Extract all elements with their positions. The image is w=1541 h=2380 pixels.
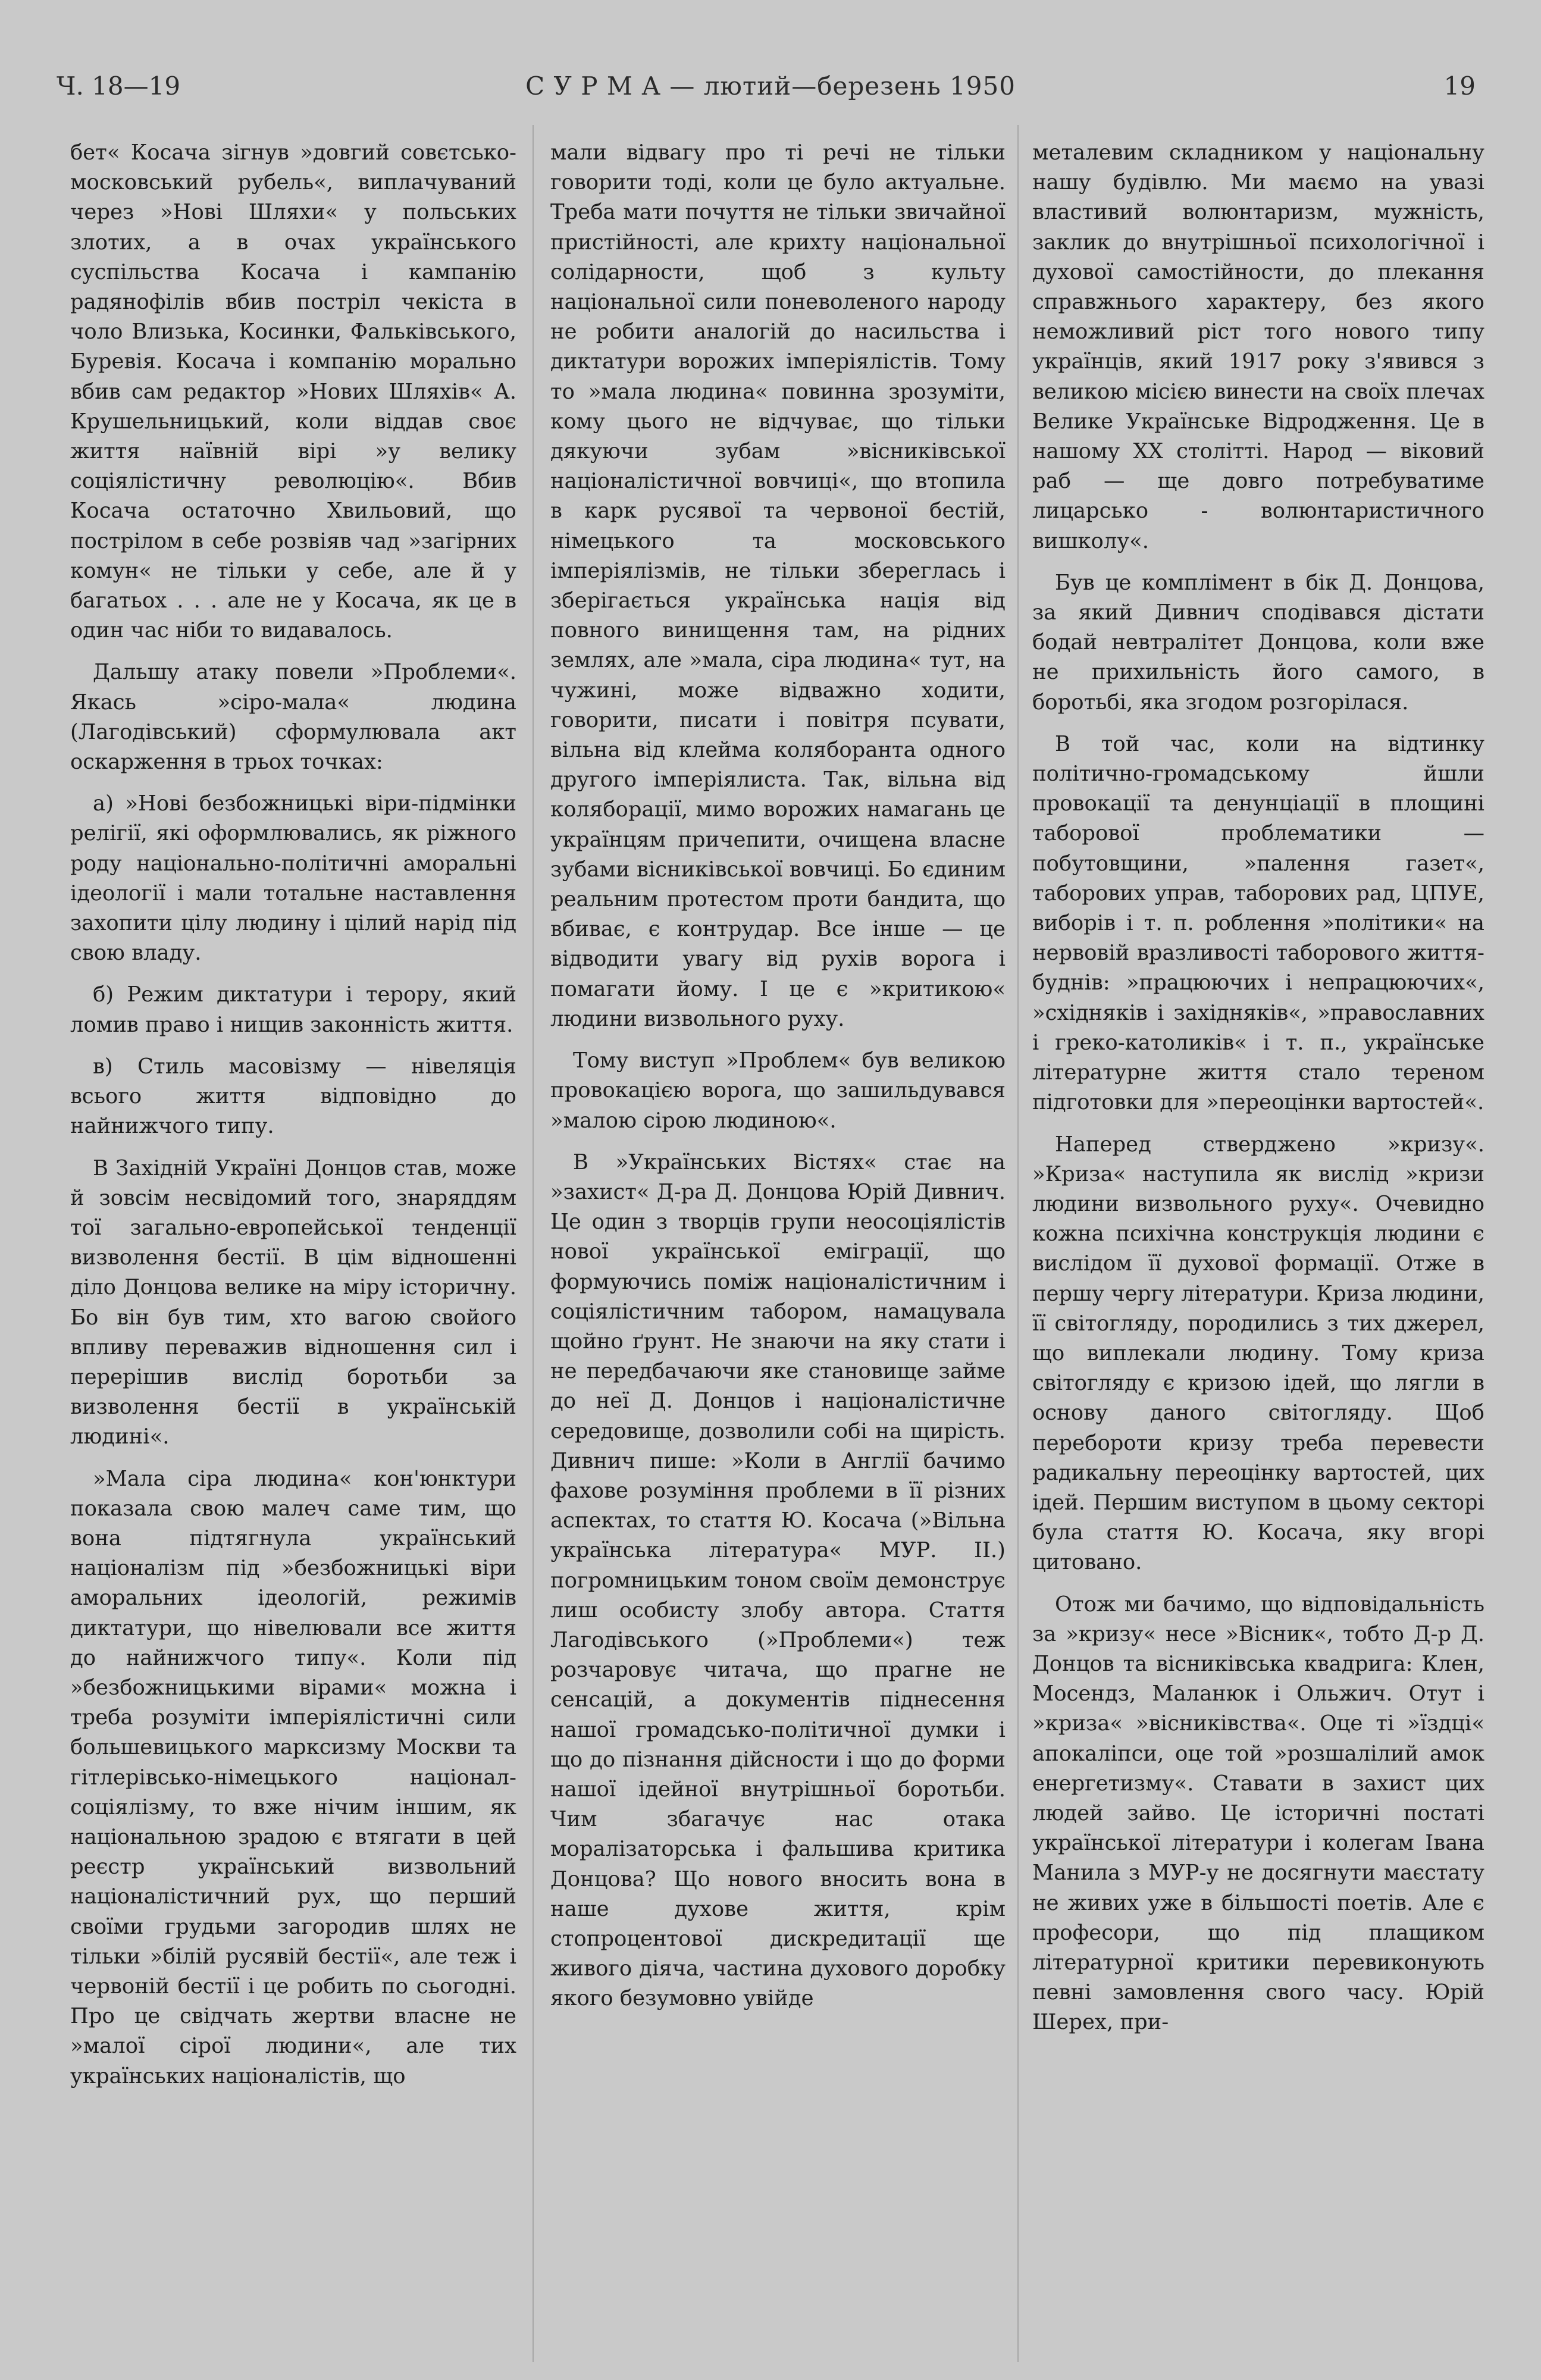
paragraph: Наперед стверджено »кризу«. »Криза« наступила як вислід »кризи людини визвольного руху«. Очевидно кожна психічна конструкція людини є вислідом її духової формації. Отже в першу чергу літератури. Криза людини, її світогляду, породились з тих джерел, що виплекали людину. Тому криза світогляду є кризою ідей, що лягли в основу даного світогляду. Щоб перебороти кризу треба перевести радикальну переоцінку вартостей, цих ідей. Першим виступом в цьому секторі була стаття Ю. Косача, яку вгорі цитовано. <box>1032 1132 1484 1575</box>
list-item: в) Стиль масовізму — нівеляція всього життя відповідно до найнижчого типу. <box>70 1054 516 1139</box>
text-column-2 <box>550 138 1006 2363</box>
paragraph: металевим складником у національну нашу будівлю. Ми маємо на увазі властивий волюнтаризм, мужність, заклик до внутрішньої психологічної і духової самостійности, до плекання справжнього характеру, без якого неможливий ріст того нового типу українців, який 1917 року з'явився з великою місією винести на своїх плечах Велике Українське Відродження. Це в нашому ХХ столітті. Народ — віковий раб — ще довго потребуватиме лицарсько - волюнтаристичного вишколу«. <box>1032 140 1484 553</box>
column-divider <box>533 125 534 2362</box>
paragraph: В »Українських Вістях« стає на »захист« Д-ра Д. Донцова Юрій Дивнич. Це один з творців групи неосоціялістів нової української еміграції, що формуючись поміж націоналістичним і соціялістичним табором, намацувала щойно ґрунт. Не знаючи на яку стати і не передбачаючи яке становище займе до неї Д. Донцов і націоналістичне середовище, дозволили собі на щирість. Дивнич пише: »Коли в Англії бачимо фахове розуміння проблеми в її різних аспектах, то стаття Ю. Косача (»Вільна українська література« МУР. II.) погромницьким тоном своїм демонструє лиш особисту злобу автора. Стаття Лагодівського (»Проблеми«) теж розчаровує читача, що прагне не сенсацій, а документів піднесення нашої громадсько-політичної думки і що до пізнання дійсности і що до форми нашої ідейної внутрішньої боротьби. Чим збагачує нас отака моралізаторська і фальшива критика Донцова? Що нового вносить вона в наше духове життя, крім стопроцентової дискредитації ще живого діяча, частина духового доробку якого безумовно увійде <box>550 1150 1006 2011</box>
journal-title: С У Р М А — лютий—березень 1950 <box>525 71 1016 101</box>
paragraph: »Мала сіра людина« кон'юнктури показала свою малеч саме тим, що вона підтягнула український націоналізм під »безбожницькі віри аморальних ідеологій, режимів диктатури, що нівелювали все життя до найнижчого типу«. Коли під »безбожницькими вірами« можна і треба розуміти імперіялістичні сили большевицького марксизму Москви та гітлерівсько-німецького націонал-соціялізму, то вже нічим іншим, як національною зрадою є втягати в цей реєстр український визвольний націоналістичний рух, що перший своїми грудьми загородив шлях не тільки »білій русявій бестії«, але теж і червоній бестії і це робить по сьогодні. Про це свідчать жертви власне не »малої сірої людини«, але тих українських націоналістів, що <box>70 1466 516 2088</box>
text-column-1 <box>70 138 516 2363</box>
page-number: 19 <box>1443 71 1476 101</box>
issue-number: Ч. 18—19 <box>57 71 181 101</box>
list-item: б) Режим диктатури і терору, який ломив право і нищив законність життя. <box>70 982 516 1037</box>
paragraph: Дальшу атаку повели »Проблеми«. Якась »сіро-мала« людина (Лагодівський) сформулювала акт оскарження в трьох точках: <box>70 660 516 775</box>
paragraph: В Західній Україні Донцов став, може й зовсім несвідомий того, знаряддям тої загально-европейської тенденції визволення бестії. В цім відношенні діло Донцова велике на міру історичну. Бо він був тим, хто вагою свойого впливу переважив відношення сил і перерішив вислід боротьби за визволення бестії в українській людині«. <box>70 1155 516 1449</box>
paragraph: бет« Косача зігнув »довгий совєтсько-московський рубель«, виплачуваний через »Нові Шляхи« у польських злотих, а в очах українського суспільства Косача і кампанію радянофілів вбив постріл чекіста в чоло Влизька, Косинки, Фальківського, Буревія. Косача і компанію морально вбив сам редактор »Нових Шляхів« А. Крушельницький, коли віддав своє життя наївній вірі »у велику соціялістичну революцію«. Вбив Косача остаточно Хвильовий, що пострілом в себе розвіяв чад »загірних комун« не тільки у себе, але й у багатьох . . . але не у Косача, як це в один час ніби то видавалось. <box>70 140 516 643</box>
list-item: а) »Нові безбожницькі віри-підмінки релігії, які оформлювались, як ріжного роду національно-політичні аморальні ідеології і мали тотальне наставлення захопити цілу людину і цілий нарід під свою владу. <box>70 791 516 966</box>
paragraph: В той час, коли на відтинку політично-громадському йшли провокації та денунціації в площині таборової проблематики — побутовщини, »палення газет«, таборових управ, таборових рад, ЦПУЕ, виборів і т. п. роблення »політики« на нервовій вразливості таборового життя-буднів: »працюючих і непрацюючих«, »східняків і західняків«, »православних і греко-католиків« і т. п., українське літературне життя стало тереном підготовки для »переоцінки вартостей«. <box>1032 731 1484 1115</box>
paragraph: Отож ми бачимо, що відповідальність за »кризу« несе »Вісник«, тобто Д-р Д. Донцов та вісниківська квадрига: Клен, Мосендз, Маланюк і Ольжич. Отут і »криза« »вісниківства«. Оце ті »їздці« апокаліпси, оце той »розшалілий амок енергетизму«. Ставати в захист цих людей зайво. Це історичні постаті української літератури і колегам Івана Манила з МУР-у не досягнути маєстату не живих уже в більшості поетів. Але є професори, що під плащиком літературної критики перевиконують певні замовлення свого часу. Юрій Шерех, при- <box>1032 1592 1484 2035</box>
running-header <box>0 60 1541 113</box>
text-column-3 <box>1032 138 1484 2363</box>
paragraph: Тому виступ »Проблем« був великою провокацією ворога, що зашильдувався »малою сірою людиною«. <box>550 1048 1006 1133</box>
column-divider <box>1017 125 1019 2362</box>
paragraph: Був це комплімент в бік Д. Донцова, за який Дивнич сподівався дістати бодай невтралітет Донцова, коли вже не прихильність його самого, в боротьбі, яка згодом розгорілася. <box>1032 570 1484 715</box>
paragraph: мали відвагу про ті речі не тільки говорити тоді, коли це було актуальне. Треба мати почуття не тільки звичайної пристійності, але крихту національної солідарности, щоб з культу національної сили поневоленого народу не робити аналогій до насильства і диктатури ворожих імперіялістів. Тому то »мала людина« повинна зрозуміти, кому цього не відчуває, що тільки дякуючи зубам »вісниківської націоналістичної вовчиці«, що втопила в карк русявої та червоної бестій, німецького та московського імперіялізмів, не тільки збереглась і зберігається українська нація від повного винищення там, на рідних землях, але »мала, сіра людина« тут, на чужині, може відважно ходити, говорити, писати і повітря псувати, вільна від клейма коляборанта одного другого імперіялиста. Так, вільна від коляборації, мимо ворожих намагань це українцям причепити, очищена власне зубами вісниківської вовчиці. Бо єдиним реальним протестом проти бандита, що вбиває, є контрудар. Все інше — це відводити увагу від рухів ворога і помагати йому. І це є »критикою« людини визвольного руху. <box>550 140 1006 1031</box>
